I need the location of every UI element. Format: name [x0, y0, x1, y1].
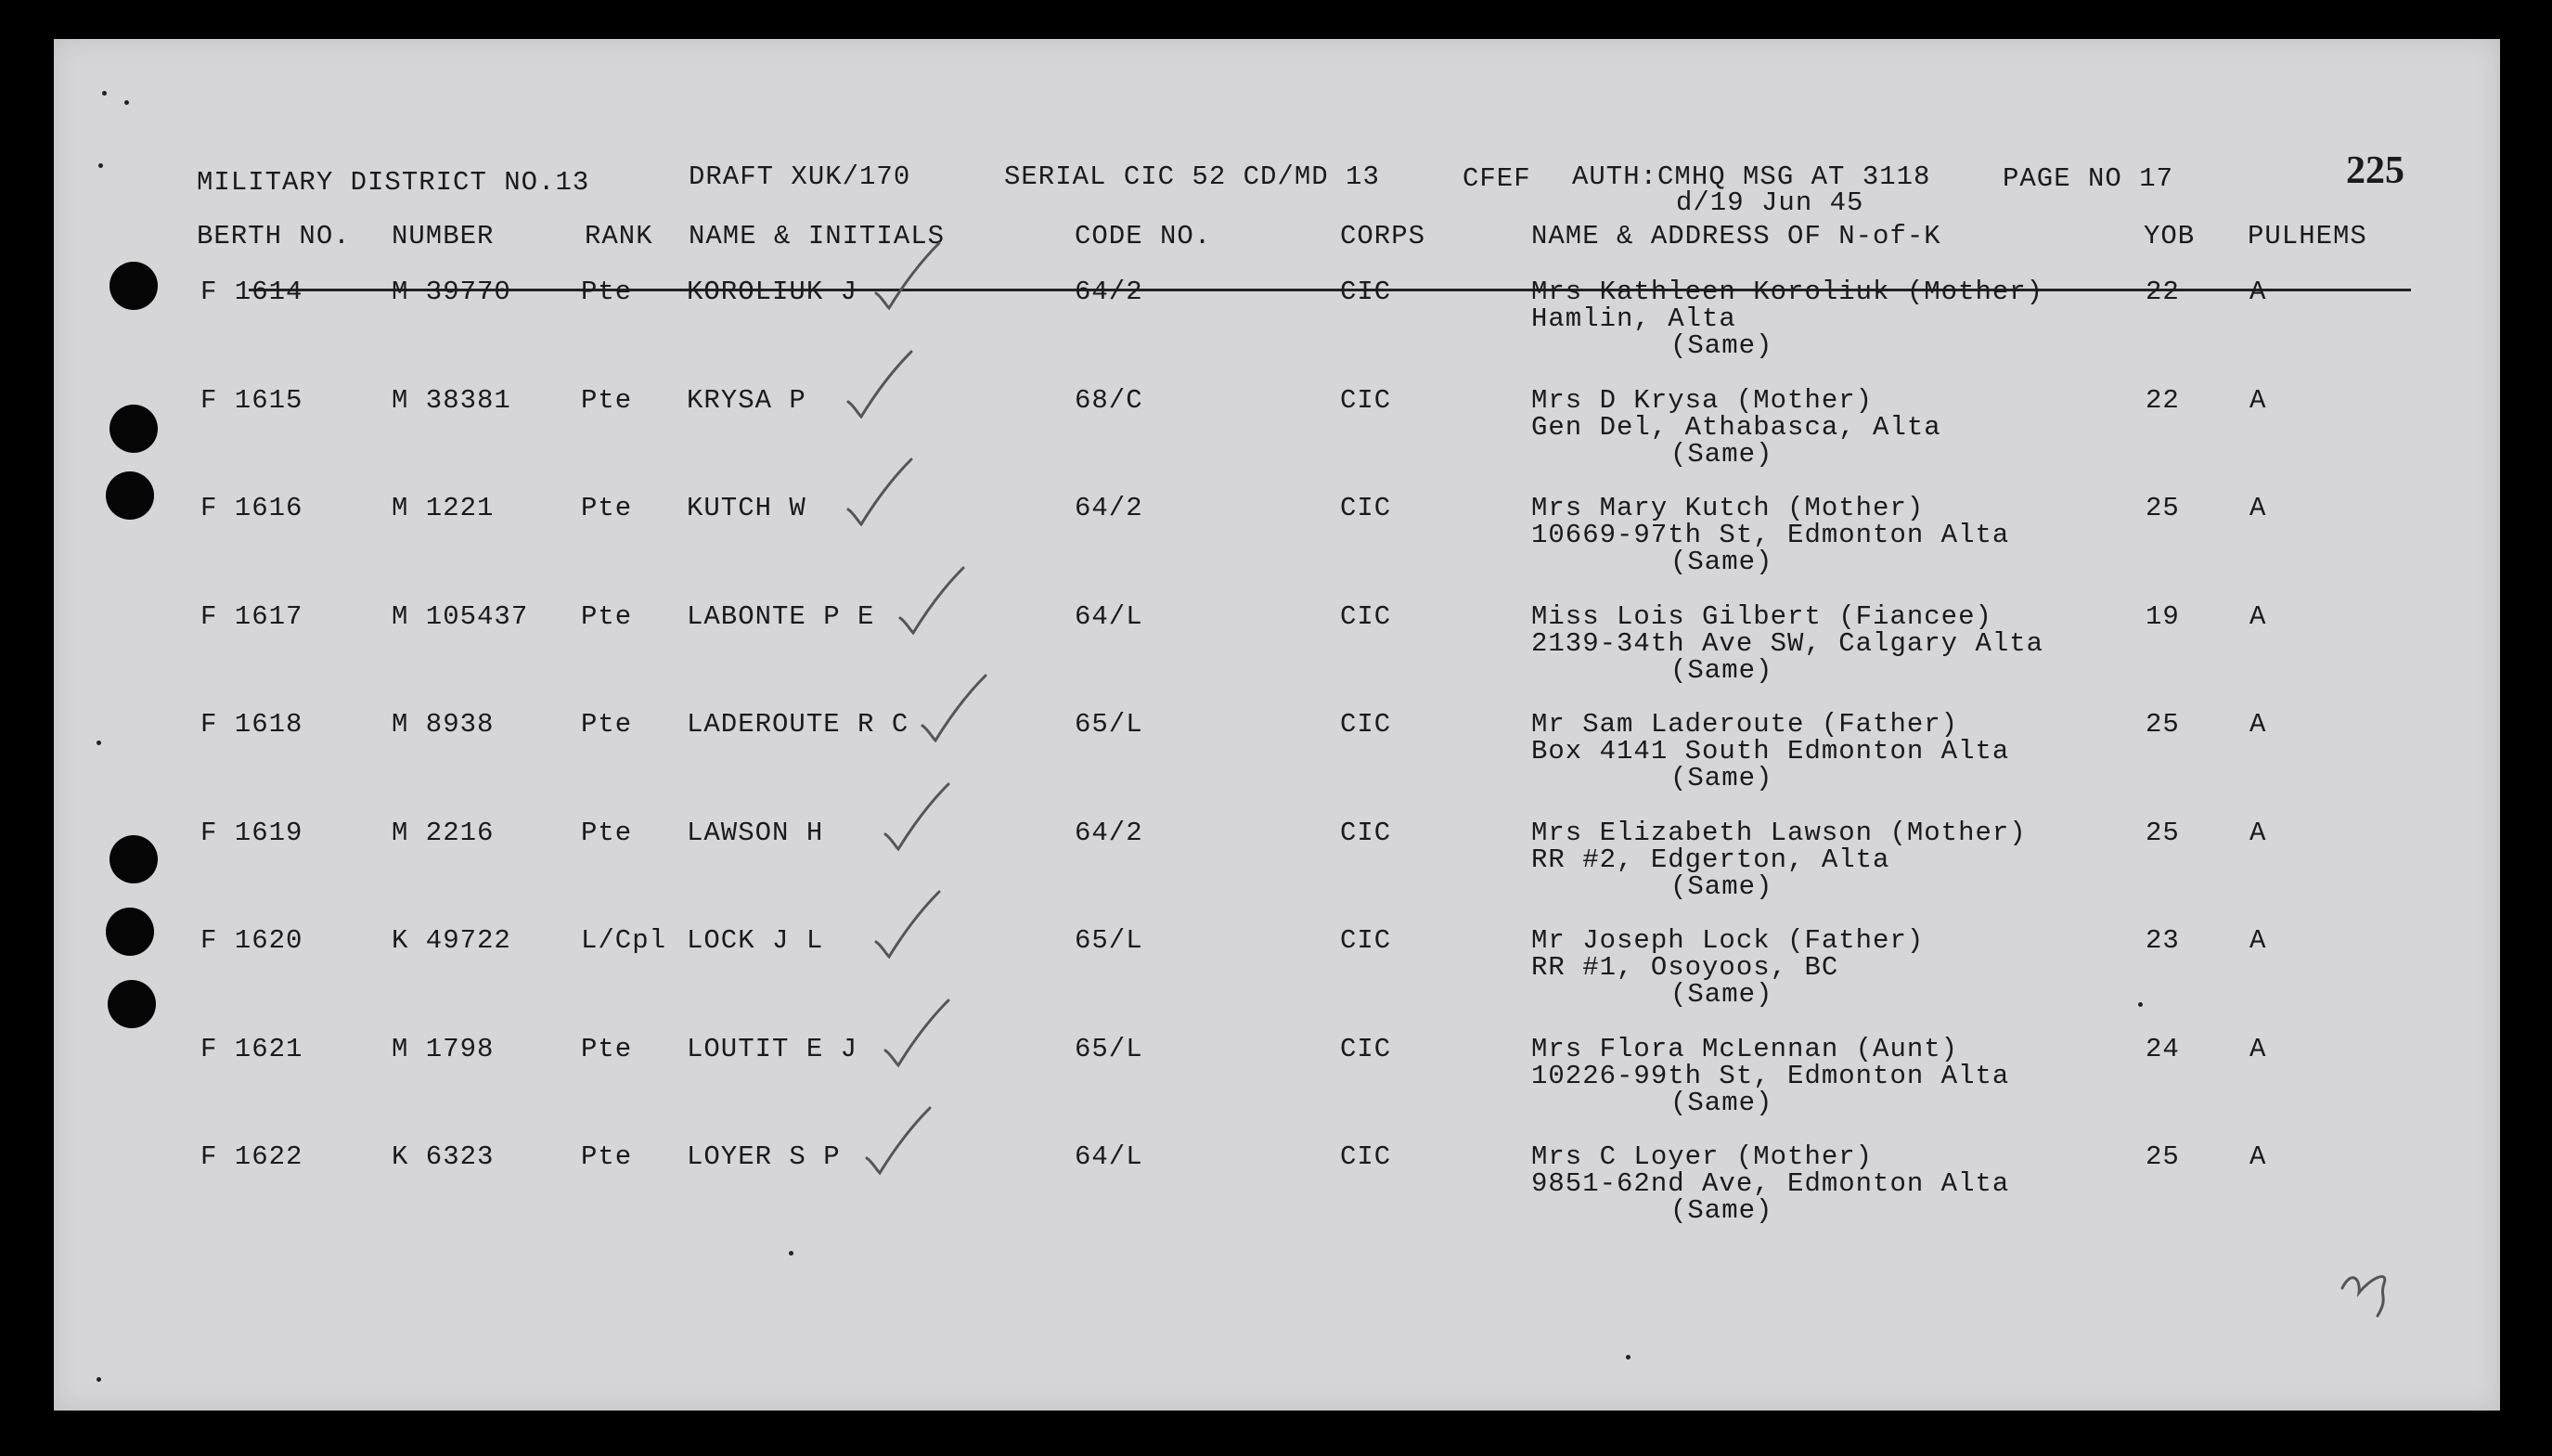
cell-rank: L/Cpl [581, 925, 667, 956]
cell-pulhems: A [2249, 1033, 2267, 1064]
check-mark-icon [843, 348, 917, 422]
cell-pulhems: A [2249, 925, 2267, 956]
cell-rank: Pte [581, 493, 633, 523]
check-mark-icon [843, 456, 917, 530]
cell-number: K 6323 [392, 1141, 495, 1172]
cell-berth: F 1622 [200, 1141, 303, 1172]
cell-berth: F 1617 [200, 600, 303, 632]
column-header-code: CODE NO. [1075, 221, 1212, 251]
check-mark-icon [880, 780, 954, 855]
cell-number: M 38381 [392, 384, 511, 416]
cell-yob: 25 [2146, 709, 2180, 740]
cell-code: 65/L [1075, 1033, 1143, 1064]
auth-date: d/19 Jun 45 [1676, 187, 1864, 218]
punch-hole [110, 405, 158, 453]
speck [97, 741, 101, 745]
cell-yob: 22 [2146, 277, 2180, 307]
cell-pulhems: A [2249, 277, 2267, 307]
cell-nok-line-1: Mr Sam Laderoute (Father) [1531, 709, 1959, 740]
sheet-number: 225 [2346, 149, 2404, 192]
force-label: CFEF [1463, 163, 1531, 194]
check-mark-icon [870, 888, 945, 962]
cell-nok-line-2: RR #2, Edgerton, Alta [1531, 844, 1890, 875]
cell-yob: 23 [2146, 925, 2180, 956]
cell-nok-line-3: (Same) [1670, 547, 1773, 577]
cell-yob: 25 [2146, 493, 2180, 523]
check-mark-icon [880, 997, 954, 1071]
cell-rank: Pte [581, 600, 633, 632]
cell-nok-line-3: (Same) [1670, 870, 1773, 902]
cell-rank: Pte [581, 277, 633, 307]
cell-nok-line-2: Hamlin, Alta [1531, 303, 1736, 334]
district-label: MILITARY DISTRICT NO.13 [197, 167, 590, 198]
cell-name: LABONTE P E [687, 600, 875, 632]
punch-hole [110, 835, 158, 883]
cell-nok-line-1: Miss Lois Gilbert (Fiancee) [1531, 600, 1992, 632]
cell-yob: 24 [2146, 1033, 2180, 1064]
cell-nok-line-2: Box 4141 South Edmonton Alta [1531, 736, 2010, 767]
cell-nok-line-2: 10669-97th St, Edmonton Alta [1531, 520, 2010, 550]
cell-nok-line-2: 2139-34th Ave SW, Calgary Alta [1531, 627, 2044, 659]
cell-berth: F 1618 [200, 709, 303, 740]
cell-corps: CIC [1340, 600, 1392, 632]
cell-corps: CIC [1340, 493, 1392, 523]
cell-number: M 105437 [392, 600, 529, 632]
cell-pulhems: A [2249, 709, 2267, 740]
cell-corps: CIC [1340, 277, 1392, 307]
page-number-label: PAGE NO 17 [2003, 163, 2174, 194]
cell-nok-line-3: (Same) [1670, 654, 1773, 686]
cell-nok-line-2: Gen Del, Athabasca, Alta [1531, 411, 1941, 443]
column-header-berth: BERTH NO. [197, 221, 351, 251]
cell-code: 65/L [1075, 709, 1143, 740]
punch-hole [106, 908, 154, 956]
cell-number: M 1798 [392, 1033, 495, 1064]
cell-name: LOUTIT E J [687, 1033, 858, 1064]
column-header-rank: RANK [585, 221, 653, 251]
cell-berth: F 1616 [200, 493, 303, 523]
cell-yob: 25 [2146, 817, 2180, 848]
cell-nok-line-2: 10226-99th St, Edmonton Alta [1531, 1060, 2010, 1091]
cell-code: 64/2 [1075, 817, 1143, 848]
cell-number: M 8938 [392, 709, 495, 740]
column-header-name: NAME & INITIALS [689, 221, 946, 251]
cell-rank: Pte [581, 1141, 633, 1172]
cell-name: LAWSON H [687, 817, 824, 848]
column-header-corps: CORPS [1340, 221, 1426, 251]
cell-nok-line-3: (Same) [1670, 330, 1773, 361]
cell-number: M 1221 [392, 493, 495, 523]
serial-label: SERIAL CIC 52 CD/MD 13 [1004, 161, 1380, 192]
cell-nok-line-1: Mrs D Krysa (Mother) [1531, 384, 1874, 416]
cell-pulhems: A [2249, 600, 2267, 632]
speck [97, 1377, 101, 1382]
cell-corps: CIC [1340, 925, 1392, 956]
cell-nok-line-3: (Same) [1670, 1195, 1773, 1226]
column-header-number: NUMBER [392, 221, 495, 251]
cell-berth: F 1619 [200, 817, 303, 848]
cell-rank: Pte [581, 709, 633, 740]
draft-label: DRAFT XUK/170 [689, 161, 911, 192]
cell-pulhems: A [2249, 1141, 2267, 1172]
cell-corps: CIC [1340, 817, 1392, 848]
speck [2138, 1002, 2143, 1007]
cell-nok-line-3: (Same) [1670, 438, 1773, 470]
speck [1626, 1355, 1630, 1359]
document-page [54, 39, 2500, 1411]
cell-corps: CIC [1340, 1033, 1392, 1064]
cell-yob: 22 [2146, 384, 2180, 416]
header-underline [249, 289, 2411, 291]
cell-nok-line-1: Mrs Flora McLennan (Aunt) [1531, 1033, 1959, 1064]
check-mark-icon [895, 564, 969, 638]
check-mark-icon [870, 239, 945, 314]
cell-code: 64/L [1075, 1141, 1143, 1172]
cell-name: KOROLIUK J [687, 277, 858, 307]
cell-name: KRYSA P [687, 384, 806, 416]
cell-number: K 49722 [392, 925, 511, 956]
punch-hole [110, 262, 158, 310]
cell-corps: CIC [1340, 709, 1392, 740]
column-header-nok: NAME & ADDRESS OF N-of-K [1531, 221, 1941, 251]
cell-pulhems: A [2249, 817, 2267, 848]
cell-corps: CIC [1340, 1141, 1392, 1172]
cell-rank: Pte [581, 1033, 633, 1064]
cell-code: 65/L [1075, 925, 1143, 956]
cell-pulhems: A [2249, 493, 2267, 523]
check-mark-icon [917, 672, 991, 746]
cell-pulhems: A [2249, 384, 2267, 416]
cell-nok-line-3: (Same) [1670, 1087, 1773, 1118]
cell-corps: CIC [1340, 384, 1392, 416]
cell-yob: 25 [2146, 1141, 2180, 1172]
cell-rank: Pte [581, 384, 633, 416]
speck [102, 91, 107, 96]
cell-name: LOCK J L [687, 925, 824, 956]
cell-code: 64/L [1075, 600, 1143, 632]
cell-code: 64/2 [1075, 277, 1143, 307]
cell-nok-line-2: RR #1, Osoyoos, BC [1531, 952, 1839, 983]
speck [98, 163, 103, 168]
cell-nok-line-3: (Same) [1670, 979, 1773, 1010]
cell-name: LOYER S P [687, 1141, 841, 1172]
cell-berth: F 1614 [200, 277, 303, 307]
cell-nok-line-1: Mrs C Loyer (Mother) [1531, 1141, 1874, 1172]
column-header-yob: YOB [2144, 221, 2196, 251]
cell-number: M 39770 [392, 277, 511, 307]
cell-nok-line-2: 9851-62nd Ave, Edmonton Alta [1531, 1168, 2010, 1199]
cell-code: 68/C [1075, 384, 1143, 416]
cell-code: 64/2 [1075, 493, 1143, 523]
cell-nok-line-1: Mrs Mary Kutch (Mother) [1531, 493, 1925, 523]
cell-nok-line-1: Mrs Elizabeth Lawson (Mother) [1531, 817, 2027, 848]
auth-label: AUTH:CMHQ MSG AT 3118 [1572, 161, 1931, 192]
cell-nok-line-1: Mrs Kathleen Koroliuk (Mother) [1531, 277, 2044, 307]
check-mark-icon [861, 1104, 935, 1179]
cell-berth: F 1621 [200, 1033, 303, 1064]
column-header-pulhems: PULHEMS [2248, 221, 2367, 251]
cell-nok-line-1: Mr Joseph Lock (Father) [1531, 925, 1925, 956]
cell-berth: F 1620 [200, 925, 303, 956]
speck [124, 100, 129, 105]
punch-hole [108, 980, 156, 1028]
punch-hole [106, 471, 154, 520]
cell-rank: Pte [581, 817, 633, 848]
cell-nok-line-3: (Same) [1670, 763, 1773, 793]
cell-berth: F 1615 [200, 384, 303, 416]
speck [789, 1251, 793, 1256]
cell-number: M 2216 [392, 817, 495, 848]
handwritten-mark [2333, 1242, 2417, 1325]
cell-yob: 19 [2146, 600, 2180, 632]
cell-name: KUTCH W [687, 493, 806, 523]
cell-name: LADEROUTE R C [687, 709, 909, 740]
